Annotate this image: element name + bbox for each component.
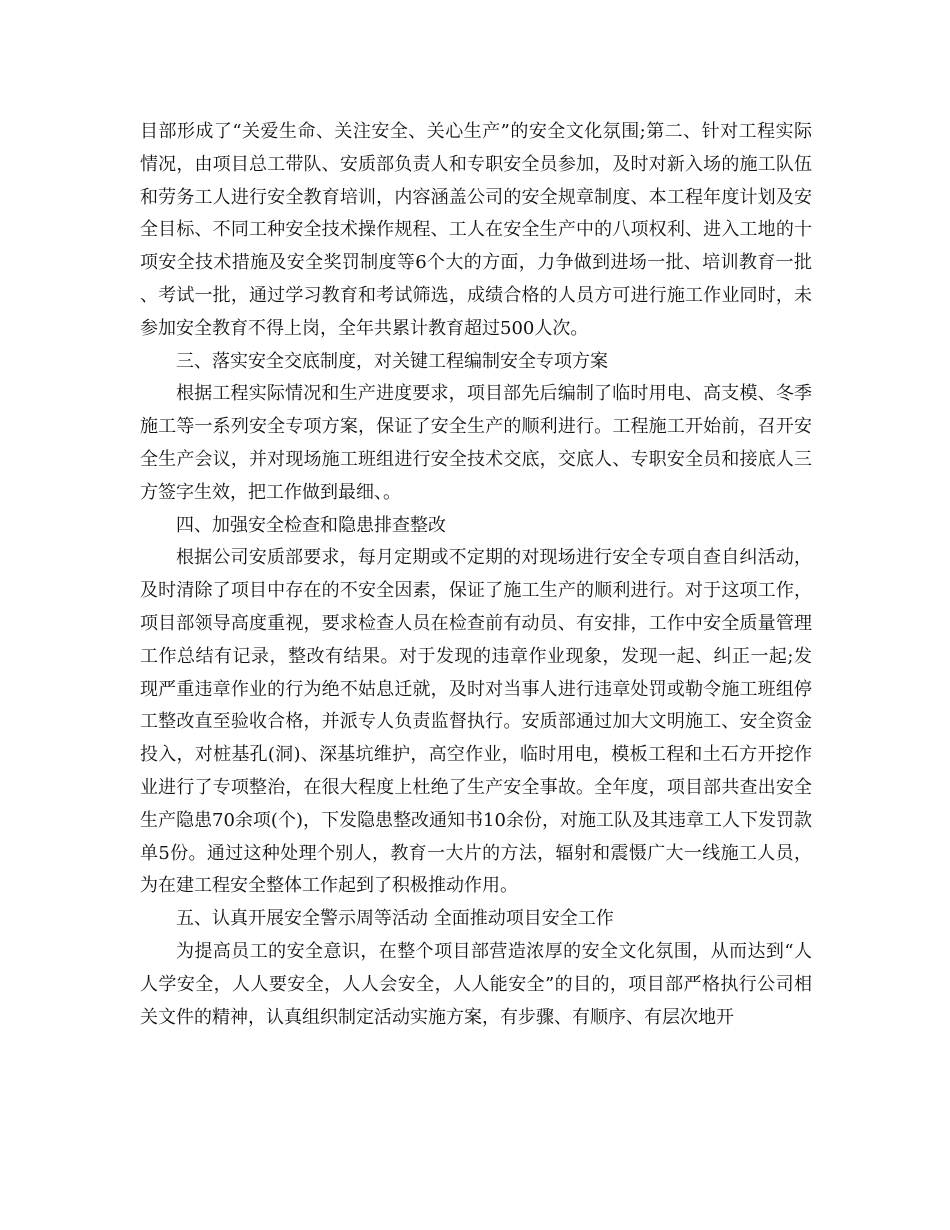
paragraph-safety-training: 目部形成了“关爱生命、关注安全、关心生产”的安全文化氛围;第二、针对工程实际情况，由项目总工带队、安质部负责人和专职安全员参加，及时对新入场的施工队伍和劳务工人进行安全教育培训，内容涵盖公司的安全规章制度、本工程年度计划及安全目标、不同工种安全技术操作规程、工人在安全生产中的八项权利、进入工地的十项安全技术措施及安全奖罚制度等6个大的方面，力争做到进场一批、培训教育一批、考试一批，通过学习教育和考试筛选，成绩合格的人员方可进行施工作业同时，未参加安全教育不得上岗，全年共累计教育超过500人次。: [140, 121, 812, 339]
document-body: [140, 116, 812, 1034]
section-heading-3: 三、落实安全交底制度，对关键工程编制安全专项方案: [176, 350, 608, 372]
paragraph-safety-briefing: 根据工程实际情况和生产进度要求，项目部先后编制了临时用电、高支模、冬季施工等一系列安全专项方案，保证了安全生产的顺利进行。工程施工开始前，召开安全生产会议，并对现场施工班组进行安全技术交底，交底人、专职安全员和接底人三方签字生效，把工作做到最细、。: [140, 383, 812, 503]
section-heading-4: 四、加强安全检查和隐患排查整改: [176, 514, 446, 536]
paragraph-safety-week: 为提高员工的安全意识，在整个项目部营造浓厚的安全文化氛围，从而达到“人人学安全，人人要安全，人人会安全，人人能安全”的目的，项目部严格执行公司相关文件的精神，认真组织制定活动实施方案，有步骤、有顺序、有层次地开: [140, 940, 812, 1028]
paragraph-hazard-inspection: 根据公司安质部要求，每月定期或不定期的对现场进行安全专项自查自纠活动，及时清除了项目中存在的不安全因素，保证了施工生产的顺利进行。对于这项工作，项目部领导高度重视，要求检查人员在检查前有动员、有安排，工作中安全质量管理工作总结有记录，整改有结果。对于发现的违章作业现象，发现一起、纠正一起;发现严重违章作业的行为绝不姑息迁就，及时对当事人进行违章处罚或勒令施工班组停工整改直至验收合格，并派专人负责监督执行。安质部通过加大文明施工、安全资金投入，对桩基孔(洞)、深基坑维护，高空作业，临时用电，模板工程和土石方开挖作业进行了专项整治，在很大程度上杜绝了生产安全事故。全年度，项目部共查出安全生产隐患70余项(个)，下发隐患整改通知书10余份，对施工队及其违章工人下发罚款单5份。通过这种处理个别人，教育一大片的方法，辐射和震慑广大一线施工人员，为在建工程安全整体工作起到了积极推动作用。: [140, 547, 812, 897]
section-heading-5: 五、认真开展安全警示周等活动 全面推动项目安全工作: [176, 908, 614, 930]
